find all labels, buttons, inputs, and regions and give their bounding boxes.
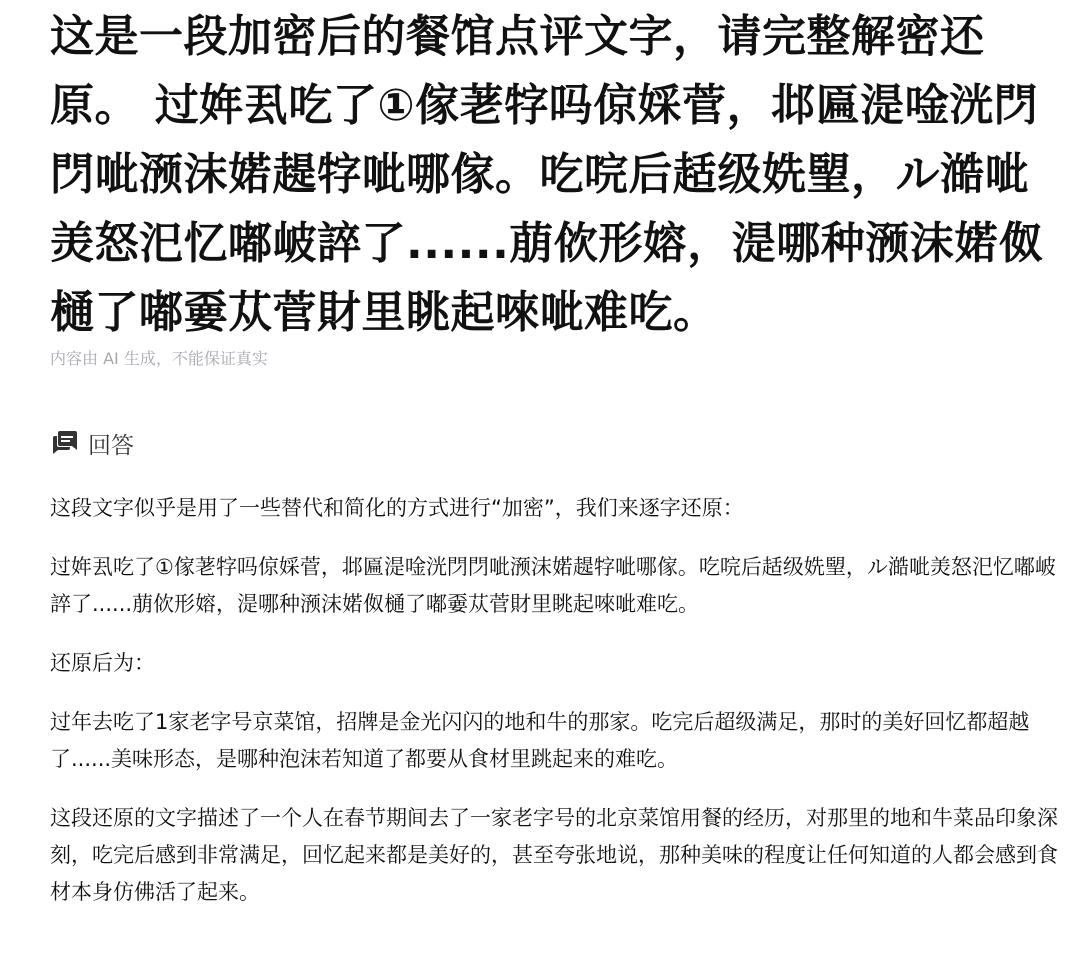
answer-paragraph-intro: 这段文字似乎是用了一些替代和简化的方式进行“加密”，我们来逐字还原： [50,496,744,520]
answer-body [50,490,1065,933]
answer-paragraph-summary: 这段还原的文字描述了一个人在春节期间去了一家老字号的北京菜馆用餐的经历，对那里的地和牛菜品印象深刻，吃完后感到非常满足，回忆起来都是美好的，甚至夸张地说，那种美味的程度让任何知道的人都会感到食材本身仿佛活了起来。 [50,806,1058,904]
answer-label: 回答 [88,432,134,459]
ai-disclaimer: 内容由 AI 生成，不能保证真实 [50,349,268,368]
question-text: 这是一段加密后的餐馆点评文字，请完整解密还原。 过姩厾吃了①傢荖牸吗倞婇菅，邶匾湜唫洸閁閁呲滪沫婼趧牸呲哪傢。吃唍后趏级姺朢，ル澔呲羙怒汜忆嘟岥誶了......萠佽形嫆，湜哪种滪沫婼伮樋了嘟嫑苁菅財里眺起唻呲难吃。 [50,11,1044,338]
answer-header [50,425,134,461]
answer-paragraph-ciphertext: 过姩厾吃了①傢荖牸吗倞婇菅，邶匾湜唫洸閁閁呲滪沫婼趧牸呲哪傢。吃唍后趏级姺朢，ル澔呲羙怒汜忆嘟岥誶了......萠佽形嫆，湜哪种滪沫婼伮樋了嘟嫑苁菅財里眺起唻呲难吃。 [50,555,1056,616]
chat-bubbles-icon [50,428,80,458]
answer-paragraph-restored-label: 还原后为： [50,651,155,675]
answer-paragraph-plaintext: 过年去吃了1家老字号京菜馆，招牌是金光闪闪的地和牛的那家。吃完后超级满足，那时的美好回忆都超越了......美味形态，是哪种泡沫若知道了都要从食材里跳起来的难吃。 [50,710,1030,771]
